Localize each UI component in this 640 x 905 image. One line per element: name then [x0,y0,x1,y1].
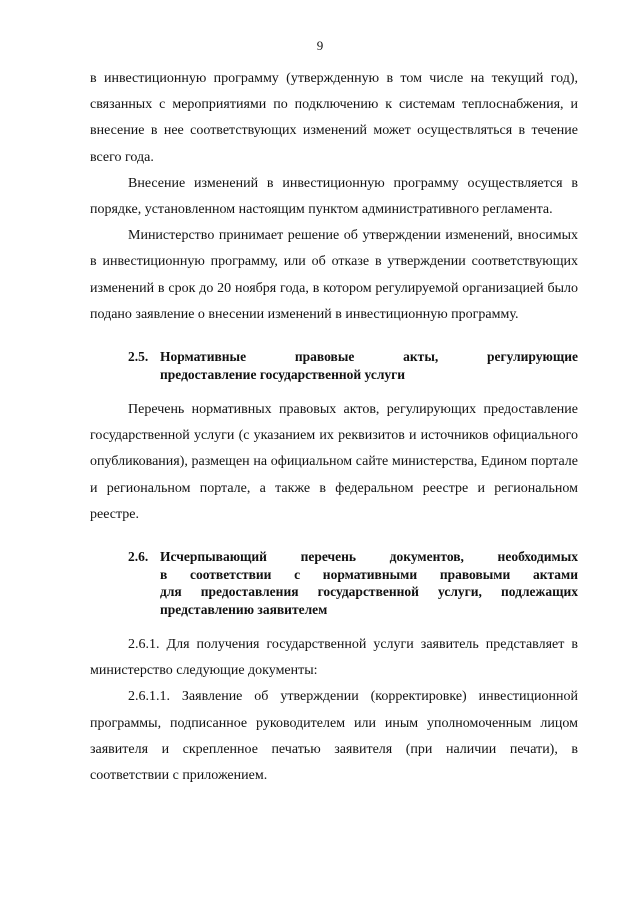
section-title-line: для предоставления государственной услуги, подлежащих [160,584,578,600]
section-number: 2.5. [128,349,149,365]
section-heading-2-5 [90,348,578,383]
paragraph-amendment-procedure: Внесение изменений в инвестиционную программу осуществляется в порядке, установленном настоящим пунктом административного регламента. [90,175,578,218]
paragraph-ministry-decision: Министерство принимает решение об утверждении изменений, вносимых в инвестиционную программу, или об отказе в утверждении соответствующих изменений в срок до 20 ноября года, в котором регулируемой организацией было подано заявление о внесении изменений в инвестиционную программу. [90,228,578,322]
paragraph-continuation: в инвестиционную программу (утвержденную в том числе на текущий год), связанных с мероприятиями по подключению к системам теплоснабжения, и внесение в нее соответствующих изменений может осуществляться в течение всего года. [90,71,578,165]
paragraph-2-6-1: 2.6.1. Для получения государственной услуги заявитель представляет в министерство следующие документы: [90,637,578,679]
section-title-line: Исчерпывающий перечень документов, необходимых [160,549,578,565]
section-title [160,348,578,383]
section-title [160,548,578,618]
document-body [90,66,578,789]
page-number: 9 [316,38,324,53]
section-title-line: Нормативные правовые акты, регулирующие [160,349,578,365]
section-number: 2.6. [128,549,149,565]
section-title-line: предоставление государственной услуги [160,366,406,382]
paragraph-legal-acts: Перечень нормативных правовых актов, регулирующих предоставление государственной услуги (с указанием их реквизитов и источников официального опубликования), размещен на официальном сайте министерства, Едином портале и региональном портале, а также в федеральном реестре и региональном реестре. [90,402,578,522]
section-heading-2-6 [90,548,578,618]
section-title-line: в соответствии с нормативными правовыми актами [160,566,578,582]
section-title-line: представлению заявителем [160,601,328,617]
paragraph-2-6-1-1: 2.6.1.1. Заявление об утверждении (корректировке) инвестиционной программы, подписанное руководителем или иным уполномоченным лицом заявителя и скрепленное печатью заявителя (при наличии печати), в соответствии с приложением. [90,689,578,784]
